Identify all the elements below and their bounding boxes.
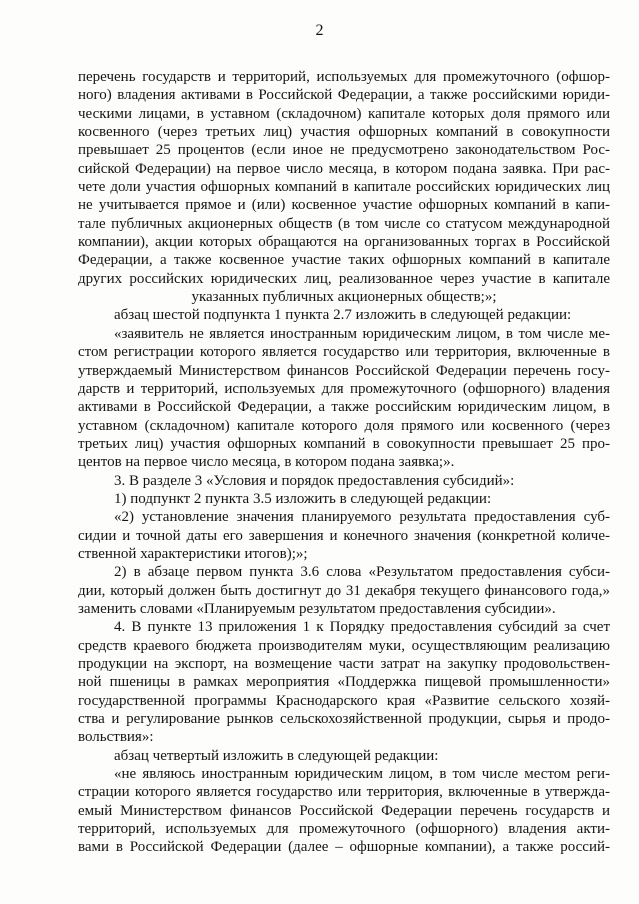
paragraph-subitem-2-quote xyxy=(78,508,610,563)
page-number: 2 xyxy=(315,22,324,39)
text-line: ческими лицами, в уставном (складочном) капитале которых доля прямого или xyxy=(78,105,610,122)
text-line: уставном (складочном) капитале которого доля прямого или косвенного (через xyxy=(78,417,610,434)
text-line: емый Министерством финансов Российской Федерации перечень государств и xyxy=(78,802,610,819)
text-line: сидии и точной даты его завершения и конечного значения (конкретной количе- xyxy=(78,527,610,544)
paragraph-not-foreign-quote xyxy=(78,765,610,857)
text-line: ственной характеристики итогов);»; xyxy=(78,545,308,562)
text-line: вами в Российской Федерации (далее – офшорные компании), а также россий- xyxy=(78,839,610,856)
text-line: активами в Российской Федерации, а также российским юридическим лицом, в xyxy=(78,399,610,416)
paragraph-section-3 xyxy=(78,472,610,490)
text-line: центов на первое число месяца, в котором подана заявка;». xyxy=(78,454,455,471)
text-line: косвенного (через третьих лиц) участия офшорных компаний в совокупности xyxy=(78,124,610,141)
text-line: государственной программы Краснодарского края «Развитие сельского хозяй- xyxy=(78,692,610,709)
text-line: стом регистрации которого является государство или территория, включенные в xyxy=(78,344,610,361)
text-line: третьих лиц) участия офшорных компаний в совокупности превышает 25 про- xyxy=(78,435,610,452)
text-line: 2) в абзаце первом пункта 3.6 слова «Результатом предоставления субси- xyxy=(114,564,610,581)
paragraph-item-1 xyxy=(78,490,610,508)
text-line: средств краевого бюджета производителям муки, осуществляющим реализацию xyxy=(78,637,610,654)
paragraph-amend-2-7 xyxy=(78,306,610,324)
text-line: «2) установление значения планируемого результата предоставления суб- xyxy=(114,509,610,526)
text-line: превышает 25 процентов (если иное не предусмотрено законодательством Рос- xyxy=(78,142,610,159)
text-line: абзац четвертый изложить в следующей редакции: xyxy=(114,747,439,764)
text-line: компании), акции которых обращаются на организованных торгах в Российской xyxy=(78,234,610,251)
document-body xyxy=(78,68,610,857)
text-line: продукции на экспорт, на возмещение части затрат на закупку продовольствен- xyxy=(78,656,610,672)
text-line: 1) подпункт 2 пункта 3.5 изложить в следующей редакции: xyxy=(114,490,492,507)
text-line: Федерации, а также косвенное участие таких офшорных компаний в капитале xyxy=(78,252,610,269)
text-line: чете доли участия офшорных компаний в капитале российских юридических лиц xyxy=(78,179,610,196)
text-line: утверждаемый Министерством финансов Российской Федерации перечень госу- xyxy=(78,362,610,379)
text-line: не учитывается прямое и (или) косвенное участие офшорных компаний в капи- xyxy=(78,197,610,214)
text-line: «заявитель не является иностранным юридическим лицом, в том числе ме- xyxy=(114,325,610,342)
text-line: абзац шестой подпункта 1 пункта 2.7 изложить в следующей редакции: xyxy=(114,307,572,324)
text-line: дарств и территорий, используемых для промежуточного (офшорного) владения xyxy=(78,380,610,397)
text-line: заменить словами «Планируемым результатом предоставления субсидии». xyxy=(78,600,556,617)
paragraph-item-2 xyxy=(78,563,610,618)
text-line: тале публичных акционерных обществ (в том числе со статусом международной xyxy=(78,215,610,232)
text-line: 4. В пункте 13 приложения 1 к Порядку предоставления субсидий за счет xyxy=(114,619,610,636)
text-line: перечень государств и территорий, используемых для промежуточного (офшор- xyxy=(78,69,610,85)
paragraph-amend-4th xyxy=(78,747,610,765)
text-line: ства и регулирование рынков сельскохозяйственной продукции, сырья и продо- xyxy=(78,711,610,728)
text-line: ной пшеницы в рамках мероприятия «Поддержка пищевой промышленности» xyxy=(78,674,610,691)
text-line: 3. В разделе 3 «Условия и порядок предоставления субсидий»: xyxy=(114,472,515,489)
text-line: сийской Федерации) на первое число месяца, в котором подана заявка. При рас- xyxy=(78,160,610,177)
paragraph-offshore-definition-continued xyxy=(78,68,610,306)
text-line: страции которого является государство или территория, включенные в утвержда- xyxy=(78,784,610,801)
text-line: вольствия»: xyxy=(78,729,154,746)
paragraph-item-4 xyxy=(78,618,610,746)
text-line: территорий, используемых для промежуточного (офшорного) владения акти- xyxy=(78,821,610,838)
text-line: «не являюсь иностранным юридическим лицом, в том числе местом реги- xyxy=(114,766,610,783)
paragraph-applicant-not-foreign xyxy=(78,325,610,472)
text-line: ного) владения активами в Российской Федерации, а также российскими юриди- xyxy=(78,87,610,104)
text-line: указанных публичных акционерных обществ;»; xyxy=(191,289,497,306)
text-line: других российских юридических лиц, реализованное через участие в капитале xyxy=(78,270,610,287)
text-line: дии, который должен быть достигнут до 31 декабря текущего финансового года,» xyxy=(78,582,610,599)
